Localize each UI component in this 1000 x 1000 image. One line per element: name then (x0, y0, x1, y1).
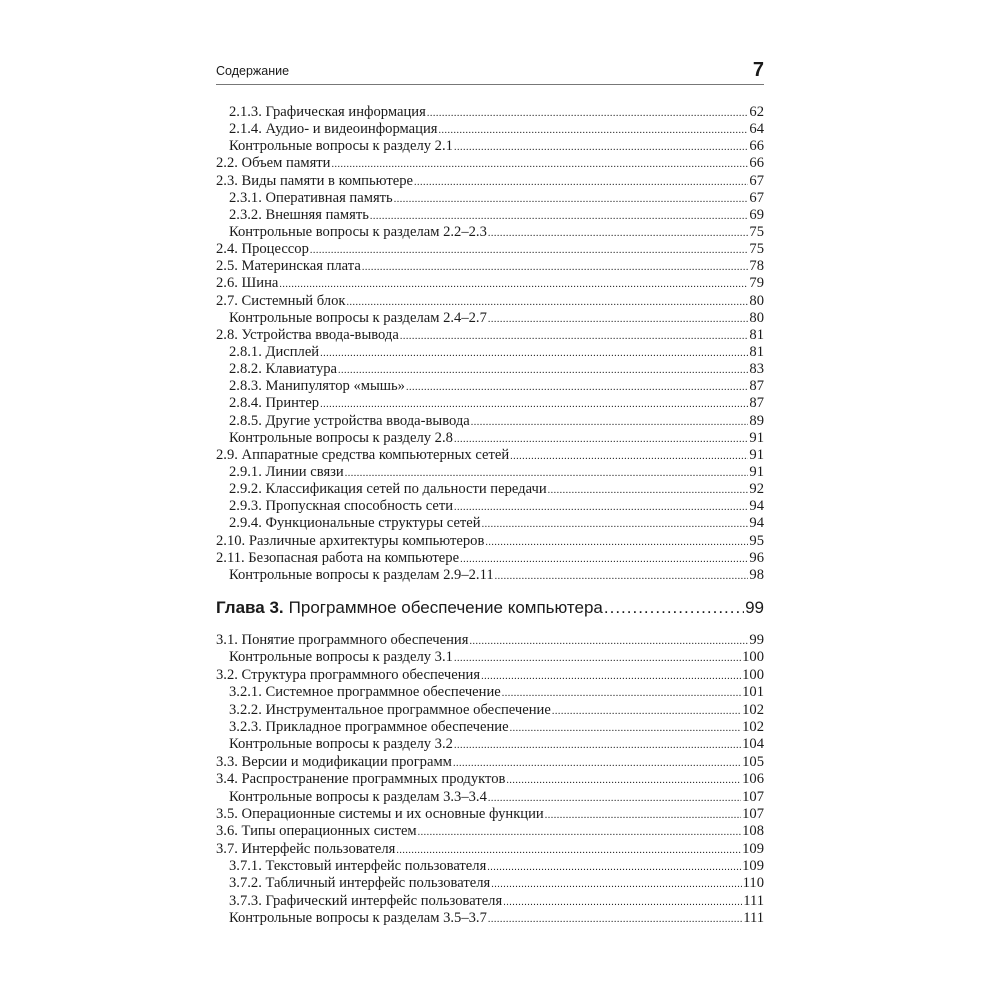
entry-page: 64 (749, 121, 764, 138)
entry-page: 87 (749, 395, 764, 412)
leader-dots (400, 327, 749, 344)
toc-entry[interactable] (216, 430, 764, 447)
leader-dots (510, 447, 748, 464)
leader-dots (394, 190, 749, 207)
toc-entry[interactable] (216, 224, 764, 241)
entry-page: 109 (742, 840, 764, 857)
leader-dots (438, 121, 748, 138)
leader-dots (491, 875, 741, 892)
leader-dots (460, 550, 748, 567)
leader-dots (506, 771, 741, 788)
leader-dots (453, 754, 741, 771)
entry-title: 3.7.1. Текстовый интерфейс пользователя (229, 858, 487, 875)
entry-title: 2.8.4. Принтер (229, 395, 320, 412)
toc-entry[interactable] (216, 361, 764, 378)
leader-dots (502, 684, 741, 701)
entry-page: 102 (742, 718, 764, 735)
entry-page: 81 (749, 343, 764, 360)
leader-dots (454, 649, 741, 666)
entry-title: 2.9.1. Линии связи (229, 463, 344, 480)
toc-entry[interactable] (216, 207, 764, 224)
leader-dots (454, 498, 748, 515)
entry-title: 2.1.4. Аудио- и видеоинформация (229, 121, 438, 138)
entry-title: Контрольные вопросы к разделу 3.2 (229, 736, 453, 753)
entry-title: 2.5. Материнская плата (216, 258, 361, 275)
entry-title: 2.7. Системный блок (216, 292, 346, 309)
toc-entry[interactable] (216, 806, 764, 823)
entry-title: Контрольные вопросы к разделу 2.8 (229, 429, 453, 446)
toc-entry[interactable] (216, 155, 764, 172)
entry-title: 3.2.2. Инструментальное программное обеспечение (229, 701, 551, 718)
entry-title: 2.2. Объем памяти (216, 155, 331, 172)
leader-dots (414, 173, 748, 190)
entry-page: 100 (742, 666, 764, 683)
entry-page: 95 (749, 532, 764, 549)
toc-entry[interactable] (216, 736, 764, 753)
leader-dots (487, 858, 741, 875)
leader-dots (481, 667, 741, 684)
chapter-title: Программное обеспечение компьютера (288, 598, 603, 617)
entry-page: 91 (749, 463, 764, 480)
entry-page: 106 (742, 771, 764, 788)
leader-dots (427, 104, 749, 121)
toc-entry[interactable] (216, 667, 764, 684)
toc-entry[interactable] (216, 875, 764, 892)
entry-page: 75 (749, 223, 764, 240)
toc-entry[interactable] (216, 378, 764, 395)
toc-entry[interactable] (216, 327, 764, 344)
entry-page: 66 (749, 138, 764, 155)
leader-dots (471, 413, 749, 430)
leader-dots (485, 533, 748, 550)
toc-entry[interactable] (216, 789, 764, 806)
entry-title: 2.8.3. Манипулятор «мышь» (229, 378, 405, 395)
toc-entry[interactable] (216, 498, 764, 515)
entry-page: 81 (749, 326, 764, 343)
entry-title: 2.9.3. Пропускная способность сети (229, 498, 454, 515)
toc-entry[interactable] (216, 515, 764, 532)
toc-entry[interactable] (216, 481, 764, 498)
toc-entry[interactable] (216, 275, 764, 292)
leader-dots (454, 736, 741, 753)
entry-page: 87 (749, 378, 764, 395)
entry-title: 2.3.2. Внешняя память (229, 206, 369, 223)
leader-dots (338, 361, 748, 378)
toc-entry[interactable] (216, 841, 764, 858)
entry-title: 2.9.2. Классификация сетей по дальности передачи (229, 481, 547, 498)
leader-dots (552, 702, 741, 719)
chapter-heading[interactable] (216, 598, 764, 618)
toc-entry[interactable] (216, 754, 764, 771)
toc-entry[interactable] (216, 344, 764, 361)
leader-dots (418, 823, 741, 840)
entry-title: Контрольные вопросы к разделам 2.9–2.11 (229, 566, 494, 583)
entry-title: 2.9. Аппаратные средства компьютерных сетей (216, 446, 510, 463)
entry-title: Контрольные вопросы к разделам 3.3–3.4 (229, 788, 487, 805)
entry-page: 101 (742, 684, 764, 701)
leader-dots (396, 841, 741, 858)
entry-page: 66 (749, 155, 764, 172)
toc-section-chapter-2 (216, 104, 764, 584)
leader-dots (406, 378, 748, 395)
toc-entry[interactable] (216, 190, 764, 207)
toc-entry[interactable] (216, 533, 764, 550)
leader-dots (495, 567, 749, 584)
entry-page: 104 (742, 736, 764, 753)
leader-dots (488, 789, 741, 806)
toc-entry[interactable] (216, 447, 764, 464)
entry-page: 100 (742, 649, 764, 666)
entry-page: 108 (742, 823, 764, 840)
entry-title: Контрольные вопросы к разделам 2.2–2.3 (229, 223, 487, 240)
entry-page: 111 (743, 910, 764, 927)
entry-title: 2.1.3. Графическая информация (229, 104, 426, 120)
entry-page: 67 (749, 189, 764, 206)
leader-dots (346, 293, 748, 310)
toc-entry[interactable] (216, 719, 764, 736)
entry-page: 98 (749, 566, 764, 583)
entry-page: 78 (749, 258, 764, 275)
toc-entry[interactable] (216, 567, 764, 584)
entry-title: 2.11. Безопасная работа на компьютере (216, 549, 460, 566)
entry-title: 2.8.1. Дисплей (229, 343, 320, 360)
entry-page: 96 (749, 549, 764, 566)
entry-title: 3.4. Распространение программных продуктов (216, 771, 506, 788)
entry-page: 111 (743, 892, 764, 909)
toc-entry[interactable] (216, 823, 764, 840)
leader-dots (331, 155, 748, 172)
leader-dots (279, 275, 748, 292)
header-title: Содержание (216, 64, 290, 78)
leader-dots (482, 515, 749, 532)
toc-entry[interactable] (216, 649, 764, 666)
leader-dots (320, 395, 748, 412)
entry-page: 91 (749, 446, 764, 463)
entry-page: 94 (749, 498, 764, 515)
entry-title: 3.2.3. Прикладное программное обеспечение (229, 718, 509, 735)
toc-entry[interactable] (216, 310, 764, 327)
entry-title: 3.2. Структура программного обеспечения (216, 666, 481, 683)
entry-page: 107 (742, 788, 764, 805)
entry-page: 75 (749, 241, 764, 258)
entry-title: 2.6. Шина (216, 275, 279, 292)
leader-dots (320, 344, 748, 361)
leader-dots (310, 241, 749, 258)
leader-dots (488, 310, 749, 327)
leader-dots (345, 464, 749, 481)
entry-page: 79 (749, 275, 764, 292)
running-header (216, 59, 764, 85)
entry-page: 110 (742, 875, 764, 892)
entry-title: Контрольные вопросы к разделу 2.1 (229, 138, 453, 155)
chapter-label: Глава 3. (216, 598, 284, 617)
entry-title: 2.10. Различные архитектуры компьютеров (216, 532, 485, 549)
entry-page: 69 (749, 206, 764, 223)
entry-title: 2.8. Устройства ввода-вывода (216, 326, 399, 343)
toc-entry[interactable] (216, 702, 764, 719)
entry-title: 3.6. Типы операционных систем (216, 823, 417, 840)
leader-dots (469, 632, 748, 649)
toc-entry[interactable] (216, 550, 764, 567)
toc-entry[interactable] (216, 684, 764, 701)
leader-dots (604, 598, 744, 618)
entry-title: 2.8.2. Клавиатура (229, 361, 338, 378)
entry-title: 2.9.4. Функциональные структуры сетей (229, 515, 481, 532)
toc-entry[interactable] (216, 910, 764, 927)
entry-title: 3.7. Интерфейс пользователя (216, 840, 396, 857)
entry-page: 107 (742, 805, 764, 822)
entry-title: 3.3. Версии и модификации программ (216, 753, 452, 770)
toc-entry[interactable] (216, 241, 764, 258)
entry-page: 67 (749, 172, 764, 189)
leader-dots (488, 224, 749, 241)
toc-entry[interactable] (216, 858, 764, 875)
leader-dots (488, 910, 742, 927)
entry-page: 80 (749, 292, 764, 309)
entry-title: 2.3.1. Оперативная память (229, 189, 393, 206)
leader-dots (503, 893, 742, 910)
entry-page: 109 (742, 858, 764, 875)
entry-page: 89 (749, 412, 764, 429)
toc-entry[interactable] (216, 121, 764, 138)
toc-entry[interactable] (216, 464, 764, 481)
toc-entry[interactable] (216, 893, 764, 910)
entry-title: 2.3. Виды памяти в компьютере (216, 172, 413, 189)
toc-entry[interactable] (216, 771, 764, 788)
entry-title: Контрольные вопросы к разделам 2.4–2.7 (229, 309, 487, 326)
entry-page: 80 (749, 309, 764, 326)
entry-page: 92 (749, 481, 764, 498)
entry-page: 102 (742, 701, 764, 718)
toc-entry[interactable] (216, 104, 764, 121)
leader-dots (545, 806, 741, 823)
leader-dots (362, 258, 749, 275)
entry-page: 105 (742, 753, 764, 770)
toc-entry[interactable] (216, 173, 764, 190)
entry-page: 62 (749, 104, 764, 120)
toc-entry[interactable] (216, 293, 764, 310)
leader-dots (370, 207, 749, 224)
toc-entry[interactable] (216, 632, 764, 649)
entry-title: 3.1. Понятие программного обеспечения (216, 632, 469, 648)
entry-title: 2.8.5. Другие устройства ввода-вывода (229, 412, 470, 429)
entry-page: 91 (749, 429, 764, 446)
toc-entry[interactable] (216, 258, 764, 275)
leader-dots (454, 138, 748, 155)
entry-title: 3.5. Операционные системы и их основные функции (216, 805, 544, 822)
leader-dots (510, 719, 742, 736)
leader-dots (454, 430, 748, 447)
entry-page: 99 (749, 632, 764, 648)
entry-title: 3.7.3. Графический интерфейс пользователя (229, 892, 503, 909)
leader-dots (548, 481, 749, 498)
toc-section-chapter-3 (216, 632, 764, 928)
toc-entry[interactable] (216, 138, 764, 155)
entry-title: Контрольные вопросы к разделам 3.5–3.7 (229, 910, 487, 927)
entry-title: 3.7.2. Табличный интерфейс пользователя (229, 875, 491, 892)
entry-page: 83 (749, 361, 764, 378)
toc-entry[interactable] (216, 413, 764, 430)
chapter-page: 99 (745, 598, 764, 617)
entry-page: 94 (749, 515, 764, 532)
entry-title: Контрольные вопросы к разделу 3.1 (229, 649, 453, 666)
page-number: 7 (752, 59, 764, 81)
entry-title: 3.2.1. Системное программное обеспечение (229, 684, 501, 701)
entry-title: 2.4. Процессор (216, 241, 309, 258)
toc-entry[interactable] (216, 395, 764, 412)
